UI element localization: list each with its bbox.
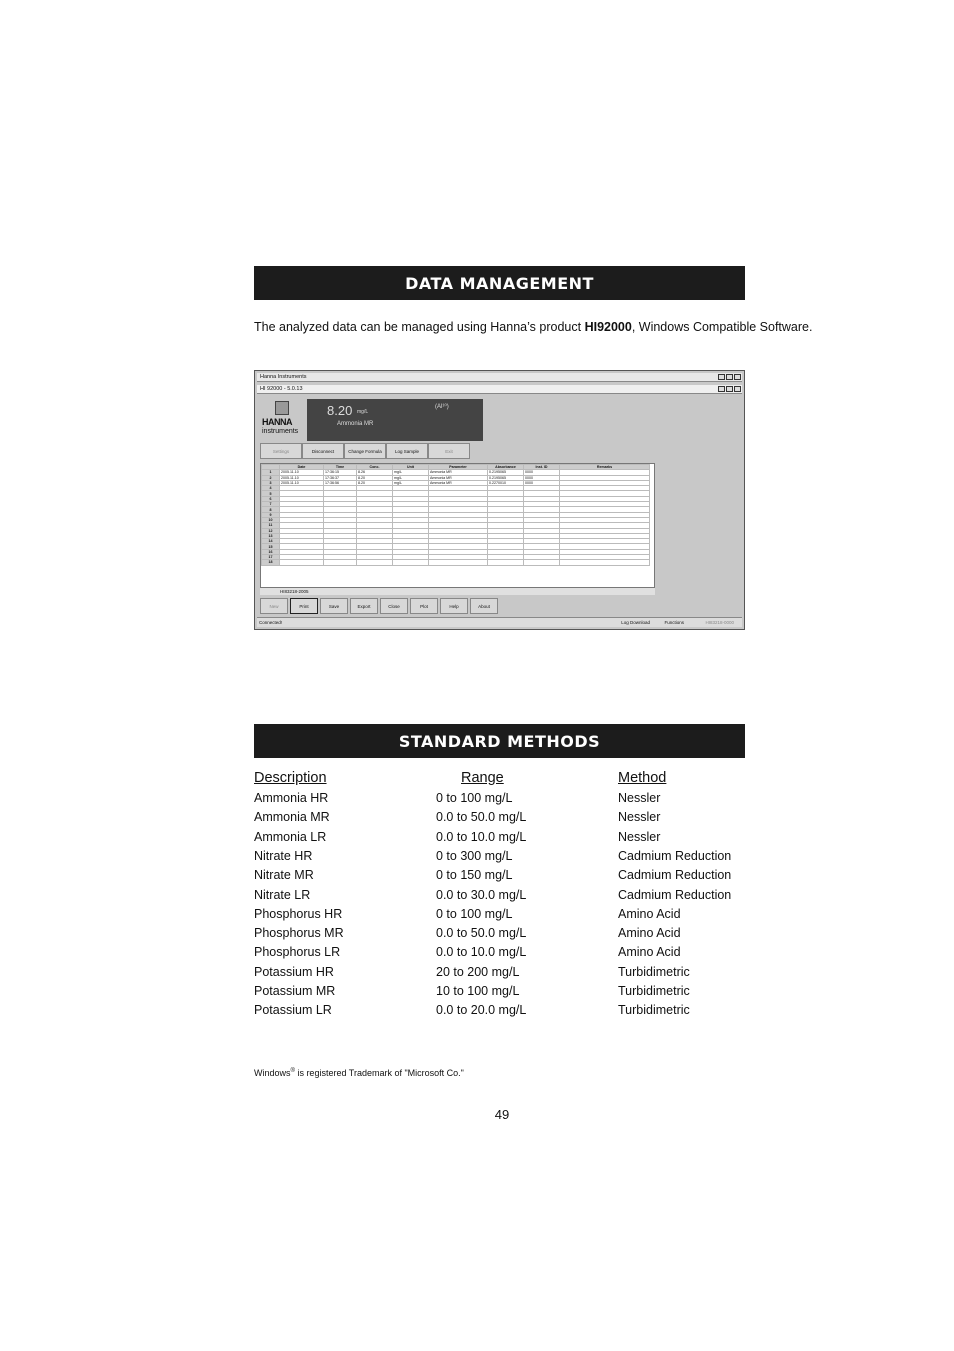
method-range: 0 to 300 mg/L — [436, 848, 513, 863]
method-range: 0.0 to 30.0 mg/L — [436, 887, 527, 902]
row-number[interactable]: 4 — [262, 486, 280, 491]
method-description: Nitrate HR — [254, 848, 313, 863]
grid-header[interactable]: Inst. ID — [524, 465, 560, 470]
inner-window-title: HI 92000 - 5.0.13 — [260, 386, 303, 392]
display-code: (Al¹⁰) — [435, 404, 449, 410]
outer-titlebar — [257, 373, 742, 382]
intro-paragraph — [254, 320, 813, 334]
grid-cell[interactable]: 8.20 — [357, 480, 393, 485]
sheet-tab-label: HI83218-2005 — [280, 589, 309, 594]
registered-mark: ® — [290, 1068, 295, 1074]
display-parameter: Ammonia MR — [337, 421, 374, 427]
grid-cell[interactable]: 8.20 — [357, 475, 393, 480]
method-description: Phosphorus MR — [254, 926, 344, 941]
intro-text: The analyzed data can be managed using Hanna’s product — [254, 320, 585, 334]
top-button-2[interactable]: Change Formula — [344, 443, 386, 459]
row-number[interactable]: 3 — [262, 480, 280, 485]
page-number: 49 — [494, 1107, 510, 1122]
row-number[interactable]: 9 — [262, 512, 280, 517]
maximize-icon[interactable] — [726, 374, 733, 380]
grid-cell[interactable] — [488, 560, 524, 565]
method-name: Turbidimetric — [618, 1003, 690, 1018]
close-icon[interactable] — [734, 386, 741, 392]
reading-display — [307, 399, 483, 441]
bottom-button-5[interactable]: Plot — [410, 598, 438, 614]
bottom-button-2[interactable]: Save — [320, 598, 348, 614]
grid-cell[interactable]: Ammonia MR — [429, 475, 488, 480]
method-range: 0 to 100 mg/L — [436, 906, 513, 921]
row-number[interactable]: 14 — [262, 539, 280, 544]
grid-cell[interactable]: 0000 — [524, 470, 560, 475]
method-description: Phosphorus HR — [254, 906, 343, 921]
method-name: Cadmium Reduction — [618, 848, 732, 863]
grid-cell[interactable]: 0.2270010 — [488, 480, 524, 485]
grid-cell[interactable]: 17:36:15 — [324, 470, 357, 475]
grid-cell[interactable]: Ammonia MR — [429, 470, 488, 475]
logo-sub: instruments — [262, 428, 299, 435]
method-name: Cadmium Reduction — [618, 887, 732, 902]
method-name: Nessler — [618, 810, 661, 825]
grid-cell[interactable] — [357, 560, 393, 565]
grid-header[interactable]: Time — [324, 465, 357, 470]
methods-column-header: Range — [461, 770, 504, 786]
top-button-4[interactable]: Exit — [428, 443, 470, 459]
row-number[interactable]: 8 — [262, 507, 280, 512]
outer-window-title: Hanna Instruments — [260, 374, 307, 380]
grid-cell[interactable] — [393, 560, 429, 565]
method-name: Amino Acid — [618, 906, 681, 921]
row-number[interactable]: 17 — [262, 555, 280, 560]
grid-cell[interactable]: 0000 — [524, 480, 560, 485]
bottom-button-4[interactable]: Close — [380, 598, 408, 614]
bottom-button-0[interactable]: New — [260, 598, 288, 614]
top-button-1[interactable]: Disconnect — [302, 443, 344, 459]
bottom-button-3[interactable]: Export — [350, 598, 378, 614]
row-number[interactable]: 5 — [262, 491, 280, 496]
row-number[interactable]: 13 — [262, 533, 280, 538]
row-number[interactable]: 1 — [262, 470, 280, 475]
grid-cell[interactable]: mg/L — [393, 470, 429, 475]
logo-brand: HANNA — [262, 417, 292, 427]
product-name: HI92000 — [584, 320, 632, 334]
grid-cell[interactable]: 2005.11.10 — [280, 470, 324, 475]
grid-cell[interactable]: 0.2195065 — [488, 470, 524, 475]
close-icon[interactable] — [734, 374, 741, 380]
method-description: Potassium MR — [254, 984, 336, 998]
footnote-pre: Windows — [254, 1068, 291, 1078]
intro-text-end: , Windows Compatible Software. — [631, 320, 813, 334]
data-grid — [260, 463, 655, 591]
method-name: Turbidimetric — [618, 964, 690, 979]
minimize-icon[interactable] — [718, 374, 725, 380]
method-range: 0 to 100 mg/L — [436, 791, 513, 805]
method-description: Nitrate LR — [254, 887, 311, 902]
method-description: Potassium LR — [254, 1003, 332, 1018]
section-title-standard-methods: STANDARD METHODS — [254, 724, 745, 758]
status-text: Connected! — [259, 620, 283, 625]
grid-cell[interactable] — [524, 560, 560, 565]
method-name: Nessler — [618, 829, 661, 844]
top-button-3[interactable]: Log Sample — [386, 443, 428, 459]
bottom-toolbar — [260, 598, 500, 614]
method-range: 0.0 to 20.0 mg/L — [436, 1003, 527, 1018]
functions-button[interactable]: Functions — [664, 620, 684, 625]
method-range: 0.0 to 10.0 mg/L — [436, 945, 527, 960]
footnote — [254, 1068, 464, 1078]
row-number[interactable]: 16 — [262, 549, 280, 554]
data-table — [261, 464, 650, 566]
inner-titlebar — [257, 385, 742, 394]
grid-cell[interactable] — [429, 560, 488, 565]
grid-header[interactable]: Parameter — [429, 465, 488, 470]
grid-cell[interactable] — [324, 560, 357, 565]
row-number[interactable]: 7 — [262, 502, 280, 507]
method-range: 0 to 150 mg/L — [436, 868, 513, 883]
grid-cell[interactable] — [280, 560, 324, 565]
grid-cell[interactable]: 0.2195065 — [488, 475, 524, 480]
method-name: Cadmium Reduction — [618, 868, 732, 883]
row-number[interactable]: 11 — [262, 523, 280, 528]
grid-header[interactable]: Remarks — [560, 465, 650, 470]
method-description: Nitrate MR — [254, 868, 314, 883]
method-range: 0.0 to 10.0 mg/L — [436, 829, 527, 844]
hanna-logo — [260, 401, 308, 441]
method-range: 0.0 to 50.0 mg/L — [436, 810, 527, 825]
grid-cell[interactable]: mg/L — [393, 475, 429, 480]
method-description: Potassium HR — [254, 964, 334, 979]
method-description: Ammonia LR — [254, 829, 327, 844]
grid-cell[interactable]: 2005.11.10 — [280, 480, 324, 485]
software-screenshot — [254, 370, 745, 630]
method-range: 10 to 100 mg/L — [436, 984, 520, 998]
method-description: Ammonia HR — [254, 791, 329, 805]
methods-column-header: Description — [254, 770, 327, 786]
grid-cell[interactable]: Ammonia MR — [429, 480, 488, 485]
method-range: 0.0 to 50.0 mg/L — [436, 926, 527, 941]
grid-row[interactable] — [262, 560, 650, 565]
logo-mark-icon — [275, 401, 289, 415]
row-number[interactable]: 15 — [262, 544, 280, 549]
grid-cell[interactable]: 8.26 — [357, 470, 393, 475]
status-bar — [257, 617, 742, 627]
grid-cell[interactable] — [560, 560, 650, 565]
bottom-button-6[interactable]: Help — [440, 598, 468, 614]
sheet-tab[interactable] — [260, 587, 655, 595]
grid-header[interactable]: Conc. — [357, 465, 393, 470]
method-description: Ammonia MR — [254, 810, 330, 825]
row-number[interactable]: 18 — [262, 560, 280, 565]
method-description: Phosphorus LR — [254, 945, 341, 960]
row-number[interactable]: 12 — [262, 528, 280, 533]
minimize-icon[interactable] — [718, 386, 725, 392]
section-title-data-management: DATA MANAGEMENT — [254, 266, 745, 300]
display-unit: mg/L — [357, 409, 369, 415]
method-name: Turbidimetric — [618, 984, 690, 998]
grid-cell[interactable]: mg/L — [393, 480, 429, 485]
top-toolbar — [260, 443, 470, 459]
row-number[interactable]: 10 — [262, 517, 280, 522]
maximize-icon[interactable] — [726, 386, 733, 392]
bottom-button-7[interactable]: About — [470, 598, 498, 614]
grid-cell[interactable]: 2005.11.10 — [280, 475, 324, 480]
footnote-post: is registered Trademark of "Microsoft Co." — [294, 1068, 464, 1078]
display-value: 8.20 — [327, 403, 353, 418]
methods-column-header: Method — [618, 770, 667, 786]
grid-header[interactable]: Absorbance — [488, 465, 524, 470]
row-number[interactable]: 6 — [262, 496, 280, 501]
grid-cell[interactable]: 17:36:56 — [324, 480, 357, 485]
grid-header[interactable]: Date — [280, 465, 324, 470]
grid-cell[interactable]: 17:36:37 — [324, 475, 357, 480]
method-name: Amino Acid — [618, 945, 681, 960]
bottom-button-1[interactable]: Print — [290, 598, 318, 614]
grid-cell[interactable]: 0000 — [524, 475, 560, 480]
method-name: Nessler — [618, 791, 661, 805]
method-range: 20 to 200 mg/L — [436, 964, 520, 979]
log-download-button[interactable]: Log Download — [621, 620, 650, 625]
instrument-select[interactable]: HI83218-0000 — [705, 620, 734, 625]
grid-header[interactable]: Unit — [393, 465, 429, 470]
top-button-0[interactable]: Settings — [260, 443, 302, 459]
method-name: Amino Acid — [618, 926, 681, 941]
row-number[interactable]: 2 — [262, 475, 280, 480]
